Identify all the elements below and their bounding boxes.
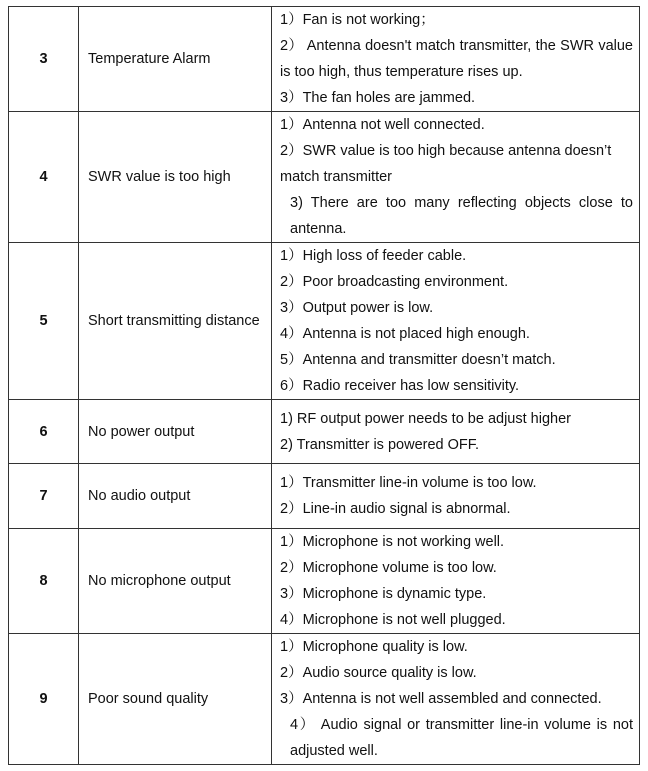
causes-cell (272, 7, 640, 112)
row-number: 5 (9, 243, 79, 400)
causes-cell (272, 400, 640, 464)
cause-item: 2）Poor broadcasting environment. (280, 274, 509, 290)
cause-item: 1）Fan is not working； (280, 12, 435, 28)
row-number: 6 (9, 400, 79, 464)
symptom-cell: Temperature Alarm (79, 7, 272, 112)
cause-item: 4）Antenna is not placed high enough. (280, 326, 530, 342)
table-row (9, 243, 640, 400)
cause-item: 1）Microphone is not working well. (280, 534, 505, 550)
symptom-cell: Short transmitting distance (79, 243, 272, 400)
causes-cell (272, 112, 640, 243)
row-number: 8 (9, 529, 79, 634)
symptom-cell: No microphone output (79, 529, 272, 634)
cause-item: 1）Transmitter line-in volume is too low. (280, 475, 537, 491)
cause-item: 1）Microphone quality is low. (280, 639, 468, 655)
cause-item: 6）Radio receiver has low sensitivity. (280, 378, 520, 394)
table-row (9, 464, 640, 529)
cause-item: 2）Microphone volume is too low. (280, 560, 497, 576)
symptom-cell: No power output (79, 400, 272, 464)
symptom-cell: No audio output (79, 464, 272, 529)
table-row (9, 634, 640, 765)
cause-item: 2) Transmitter is powered OFF. (280, 436, 480, 453)
symptom-cell: Poor sound quality (79, 634, 272, 765)
cause-item: 3）The fan holes are jammed. (280, 90, 476, 106)
causes-cell (272, 243, 640, 400)
table-row (9, 400, 640, 464)
cause-item: 3）Output power is low. (280, 300, 434, 316)
cause-item: 2）SWR value is too high because antenna doesn’t match transmitter (280, 143, 612, 185)
row-number: 9 (9, 634, 79, 765)
row-number: 3 (9, 7, 79, 112)
cause-item: 3）Antenna is not well assembled and connected. (280, 691, 602, 707)
cause-item: 1) RF output power needs to be adjust higher (280, 410, 571, 427)
cause-item: 2）Audio source quality is low. (280, 665, 477, 681)
causes-cell (272, 464, 640, 529)
table-row (9, 7, 640, 112)
cause-item: 2） Antenna doesn't match transmitter, the SWR value is too high, thus temperature rises up. (280, 38, 633, 80)
cause-item: 3）Microphone is dynamic type. (280, 586, 487, 602)
cause-item: 4） Audio signal or transmitter line-in volume is not adjusted well. (290, 717, 633, 759)
troubleshooting-table (8, 6, 640, 765)
cause-item: 5）Antenna and transmitter doesn’t match. (280, 352, 556, 368)
table-row (9, 112, 640, 243)
cause-item: 1）Antenna not well connected. (280, 117, 485, 133)
cause-item: 4）Microphone is not well plugged. (280, 612, 506, 628)
cause-item: 1）High loss of feeder cable. (280, 248, 467, 264)
cause-item: 3) There are too many reflecting objects close to antenna. (290, 195, 633, 237)
cause-item: 2）Line-in audio signal is abnormal. (280, 501, 511, 517)
symptom-cell: SWR value is too high (79, 112, 272, 243)
row-number: 4 (9, 112, 79, 243)
row-number: 7 (9, 464, 79, 529)
causes-cell (272, 634, 640, 765)
causes-cell (272, 529, 640, 634)
table-row (9, 529, 640, 634)
